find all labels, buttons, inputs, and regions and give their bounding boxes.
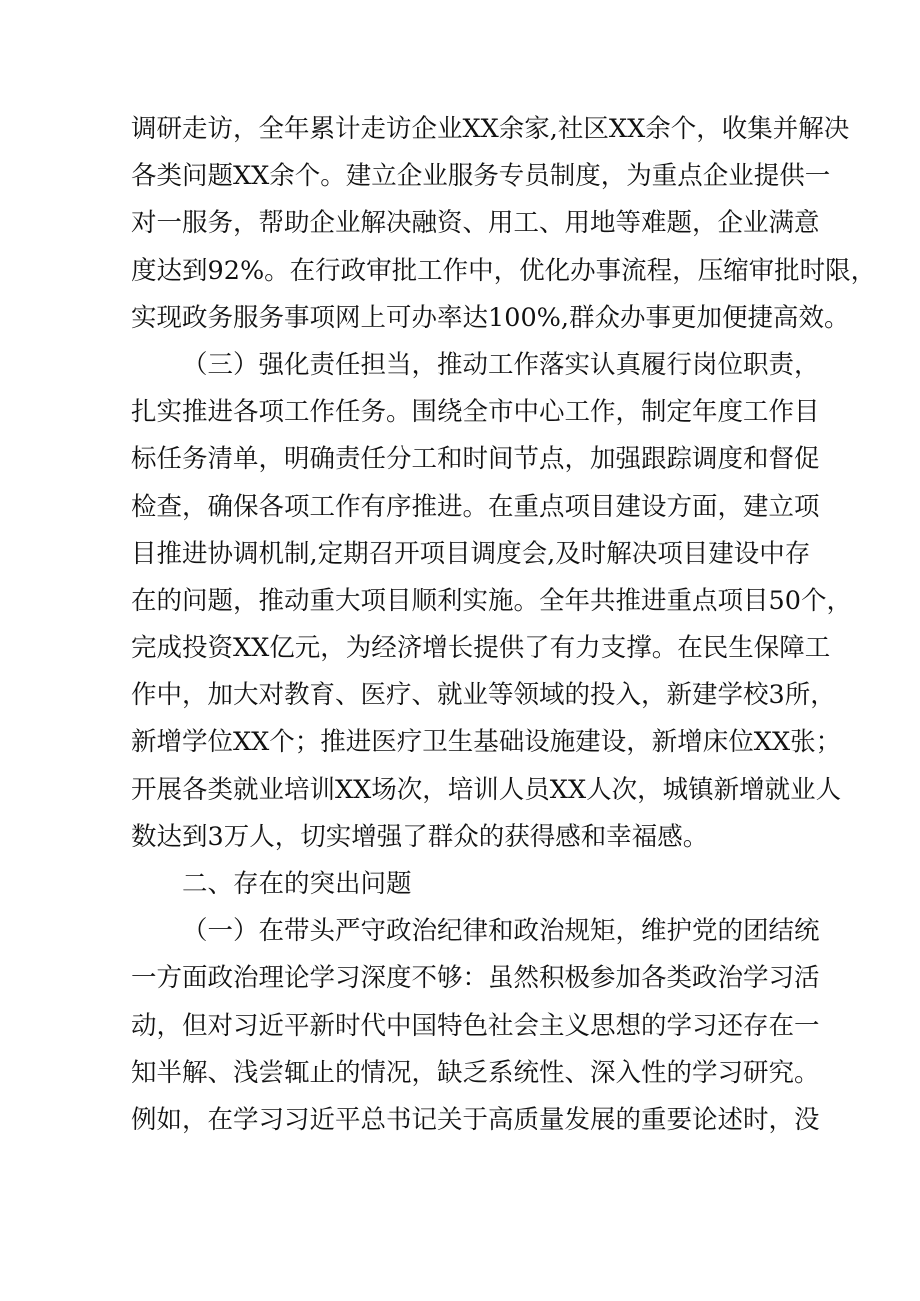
text-line: 度达到92%。在行政审批工作中，优化办事流程，压缩审批时限， xyxy=(131,255,877,286)
text-line: 实现政务服务事项网上可办率达100%,群众办事更加便捷高效。 xyxy=(131,302,850,333)
text-line: 检查，确保各项工作有序推进。在重点项目建设方面，建立项 xyxy=(131,491,820,522)
text-line: 目推进协调机制,定期召开项目调度会,及时解决项目建设中存 xyxy=(131,538,811,569)
text-line: 标任务清单，明确责任分工和时间节点，加强跟踪调度和督促 xyxy=(131,444,820,475)
text-line: 在的问题，推动重大项目顺利实施。全年共推进重点项目50个， xyxy=(131,585,852,616)
text-line: 知半解、浅尝辄止的情况，缺乏系统性、深入性的学习研究。 xyxy=(131,1057,820,1088)
text-line: 数达到3万人，切实增强了群众的获得感和幸福感。 xyxy=(131,821,709,852)
text-line: 例如，在学习习近平总书记关于高质量发展的重要论述时，没 xyxy=(131,1104,820,1135)
text-line: 调研走访，全年累计走访企业XX余家,社区XX余个，收集并解决 xyxy=(131,114,850,144)
text-line: 各类问题XX余个。建立企业服务专员制度，为重点企业提供一 xyxy=(131,161,831,192)
section-heading: 二、存在的突出问题 xyxy=(182,869,412,899)
section-heading-line: （一）在带头严守政治纪律和政治规矩，维护党的团结统 xyxy=(182,916,820,947)
text-line: 作中，加大对教育、医疗、就业等领域的投入，新建学校3所， xyxy=(131,680,836,711)
text-line: 扎实推进各项工作任务。围绕全市中心工作，制定年度工作目 xyxy=(131,397,820,428)
text-line: 新增学位XX个；推进医疗卫生基础设施建设，新增床位XX张； xyxy=(131,727,842,758)
text-line: 完成投资XX亿元，为经济增长提供了有力支撑。在民生保障工 xyxy=(131,633,831,664)
section-heading-line: （三）强化责任担当，推动工作落实认真履行岗位职责， xyxy=(182,349,820,380)
text-line: 对一服务，帮助企业解决融资、用工、用地等难题，企业满意 xyxy=(131,208,820,239)
text-line: 动，但对习近平新时代中国特色社会主义思想的学习还存在一 xyxy=(131,1010,820,1041)
text-line: 一方面政治理论学习深度不够：虽然积极参加各类政治学习活 xyxy=(131,963,820,994)
document-body xyxy=(131,106,877,1144)
text-line: 开展各类就业培训XX场次，培训人员XX人次，城镇新增就业人 xyxy=(131,774,842,805)
